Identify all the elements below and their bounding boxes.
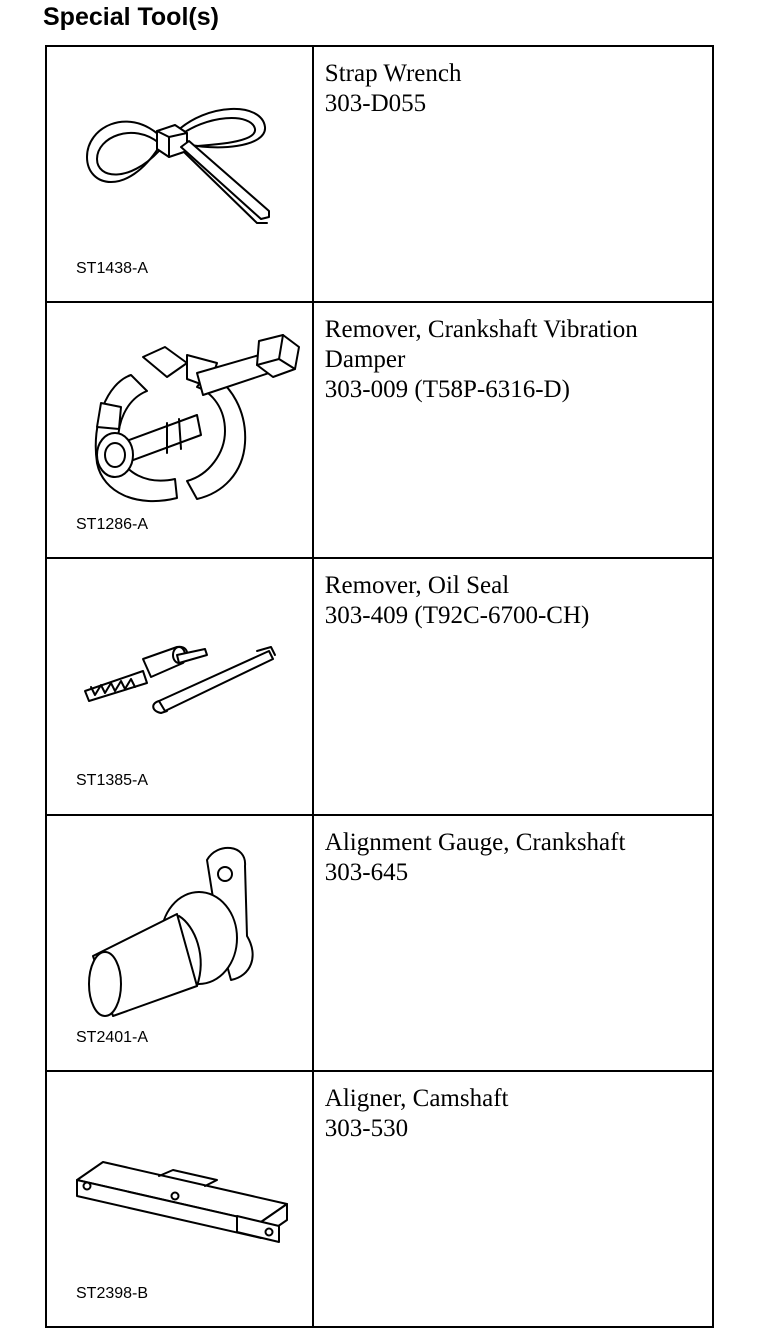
- tool-image-code: ST1438-A: [76, 260, 149, 277]
- tool-image-cell: [46, 46, 313, 302]
- page-heading: Special Tool(s): [43, 3, 219, 31]
- tool-name: Aligner, Camshaft: [324, 1084, 509, 1112]
- tool-image-code: ST1286-A: [76, 516, 149, 534]
- tool-description-cell: [313, 1071, 713, 1327]
- tool-part-number: 303-530: [324, 1114, 409, 1142]
- tool-image-cell: [46, 302, 313, 558]
- table-row: [46, 815, 713, 1071]
- tool-image-cell: [46, 815, 313, 1071]
- table-row: [46, 302, 713, 558]
- tool-image-code: ST1385-A: [76, 772, 149, 790]
- tool-description-cell: [313, 302, 713, 558]
- table-row: [46, 558, 713, 814]
- tool-image-cell: [46, 558, 313, 814]
- tool-image-code: ST2401-A: [76, 1028, 149, 1046]
- tool-name-continued: Damper: [324, 346, 406, 374]
- tool-description-cell: [313, 558, 713, 814]
- tool-image-code: ST2398-B: [76, 1284, 149, 1302]
- tool-description-cell: [313, 46, 713, 302]
- tool-part-number: 303-645: [324, 858, 409, 886]
- tool-description-cell: [313, 815, 713, 1071]
- tool-part-number: 303-D055: [324, 90, 427, 117]
- tool-part-number: 303-409 (T92C-6700-CH): [324, 602, 590, 630]
- tool-part-number: 303-009 (T58P-6316-D): [324, 376, 570, 404]
- table-row: [46, 46, 713, 302]
- tool-name: Alignment Gauge, Crankshaft: [324, 828, 626, 856]
- tool-name: Remover, Crankshaft Vibration: [324, 316, 638, 344]
- table-row: [46, 1071, 713, 1327]
- tool-name: Remover, Oil Seal: [324, 572, 510, 600]
- special-tools-table: [45, 45, 714, 1328]
- tool-name: Strap Wrench: [324, 60, 462, 87]
- tool-image-cell: [46, 1071, 313, 1327]
